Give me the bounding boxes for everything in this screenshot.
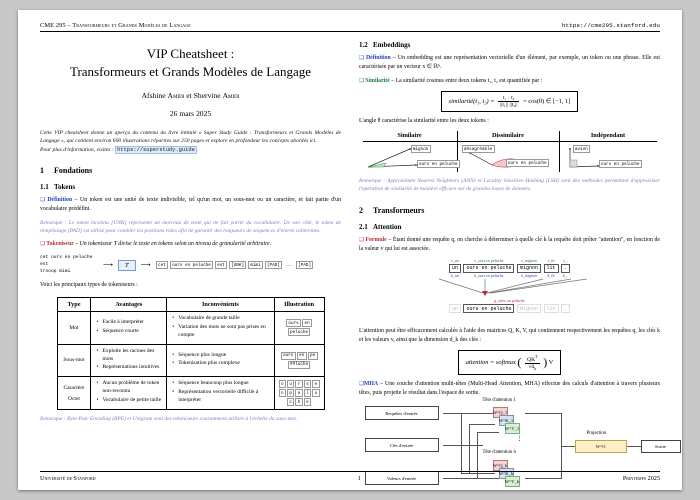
similarity-formula-denominator: ||t₁|| ||t₂|| — [500, 102, 518, 109]
panel-independent-label-b: ours en peluche — [599, 160, 642, 168]
table-header-row — [57, 297, 324, 311]
panel-similar-label-b: ours en peluche — [417, 160, 460, 168]
subsection-label-tokens: Tokens — [54, 183, 76, 192]
definition-marker-icon: ❑ — [359, 55, 364, 61]
key-label: k_mignon — [521, 273, 537, 279]
attention-formula-lhs: attention = softmax — [465, 358, 516, 366]
panel-dissimilar — [457, 142, 559, 173]
mha-vertical-dots: ⋮ — [516, 436, 523, 443]
attention-formula-fraction — [525, 354, 540, 371]
panel-header-similar: Similaire — [363, 131, 458, 142]
formula-marker-icon: ❑ — [359, 236, 364, 243]
tokens-definition-paragraph — [40, 196, 341, 214]
section-heading-transformers — [359, 206, 660, 215]
illustration-chip: en — [302, 319, 312, 327]
similarity-panels — [363, 131, 657, 172]
list-item: • Séquence plus longue — [178, 352, 269, 360]
blurb-more: Pour plus d'information, visitez : — [40, 146, 114, 153]
mha-wq-head1: W^Q_1 — [493, 407, 508, 418]
table-row — [57, 311, 324, 344]
blurb-period: . — [196, 146, 199, 153]
row-advantages-character — [91, 377, 167, 410]
attention-diagram — [359, 258, 660, 320]
tokens-definition-term: Définition — [47, 197, 73, 204]
column-header-type: Type — [57, 297, 91, 311]
tokenizer-input-line-1: cet ours en peluche est — [40, 255, 93, 268]
similarity-formula-fraction — [498, 95, 519, 108]
mha-wk-head1: W^K_1 — [499, 415, 514, 426]
attention-token: un — [449, 264, 461, 273]
row-type-subword: Sous-mot — [57, 344, 91, 377]
query-label: q_ours en peluche — [494, 298, 525, 304]
key-label: k_. — [563, 273, 568, 279]
list-item: • Facile à interpréter — [102, 319, 162, 327]
superstudy-link[interactable]: https://superstudy.guide — [117, 146, 195, 153]
illustration-chip: ##luche — [288, 361, 311, 369]
title-line-2: Transformeurs et Grands Modèles de Langage — [69, 63, 312, 79]
mha-head-h-label: Tête d'attention h — [482, 450, 516, 456]
authors-conjunction: et Shervine — [184, 91, 223, 101]
panel-independent — [559, 142, 657, 173]
angle-description: L'angle θ caractérise la similarité entre les deux tokens : — [359, 118, 489, 125]
panel-independent-label-a: avion — [573, 145, 591, 153]
left-column — [40, 41, 341, 445]
mha-wv-headh: W^V_h — [505, 476, 520, 487]
footer-term: Printemps 2025 — [622, 475, 660, 482]
attention-output-token: un — [449, 304, 461, 313]
arrow-right-icon-2: ⟶ — [140, 260, 151, 269]
attention-formula-numerator: $QK^T$ — [527, 353, 538, 363]
mha-body: – Une couche d'attention multi-têtes (Multi-Head Attention, MHA) effectue des calculs d'attention à travers plusieurs têtes, puis projette le résultat dans l'espace de sortie. — [359, 380, 660, 396]
list-item: • Vocabulaire de grande taille — [178, 315, 269, 323]
author-first-given: Afshine — [141, 91, 168, 101]
attention-token: lit — [544, 264, 559, 273]
subsection-number-embeddings: 1.2 — [359, 41, 368, 49]
illustration-chip: u — [287, 380, 294, 388]
page-title — [40, 45, 341, 80]
subsection-label-embeddings: Embeddings — [373, 41, 411, 49]
attention-formula-denominator: $√d_k$ — [528, 363, 537, 371]
panel-header-dissimilar: Dissimilaire — [457, 131, 559, 142]
token-chip: [UNK] — [229, 261, 247, 269]
mha-wk-headh: W^K_h — [499, 468, 514, 479]
similarity-formula-lhs: similarité(t₁, t₂) = — [448, 98, 495, 106]
authors — [40, 91, 341, 100]
paren-close: ) — [543, 354, 548, 369]
attention-output-token: . — [561, 304, 570, 313]
author-first-family: Amidi — [167, 91, 185, 101]
subsection-label-attention: Attention — [373, 222, 402, 231]
blurb-text: Cette VIP cheatsheet donne un aperçu du contenu du livre intitulé « Super Study Guide : Transformeurs et Grands Modèles de Langage », qui contient environ 600 illustrations réparties sur 250 pages et explore en profondeur les concepts abordés ici. — [40, 130, 341, 145]
list-item: • Représentations intuitives — [102, 364, 162, 372]
similarity-paragraph — [359, 77, 660, 86]
row-type-word: Mot — [57, 311, 91, 344]
tokens-remark-1: Remarque : Le token inconnu [UNK] représente un morceau de texte qui ne fait partie du vocabulaire. De son côté, le token de remplissage [PAD] est utilisé pour combler les positions vides afin de garantir des longueurs de séquences d'entrée cohérentes. — [40, 219, 341, 235]
row-drawbacks-subword — [167, 344, 274, 377]
illustration-chip: r — [295, 380, 302, 388]
row-advantages-subword — [91, 344, 167, 377]
intro-blurb — [40, 129, 341, 154]
author-second-family: Amidi — [222, 91, 240, 101]
attention-token-col — [517, 258, 541, 278]
token-chip-ellipsis: ... — [285, 262, 293, 268]
tokenizer-definition-paragraph — [40, 240, 341, 249]
embedding-definition-term: Définition — [365, 55, 391, 61]
illustration-chip: h — [295, 398, 302, 406]
running-head-left: CME 295 – Transformeurs et Grands Modèles de Langage — [40, 22, 191, 29]
section-number-transformers: 2 — [359, 205, 363, 215]
attention-token-col — [449, 258, 461, 278]
attention-arrows-svg — [365, 278, 655, 298]
illustration-chip: en — [297, 352, 307, 360]
similarity-term: Similarité — [365, 77, 390, 84]
value-label: v_. — [563, 258, 568, 264]
value-label: v_un — [451, 258, 459, 264]
subsection-number-attention: 2.1 — [359, 222, 368, 231]
panel-header-independent: Indépendant — [559, 131, 657, 142]
mha-marker-icon: ❑ — [359, 380, 364, 387]
illustration-chip: l — [304, 389, 311, 397]
section-heading-foundations — [40, 166, 341, 175]
illustration-chip: n — [279, 389, 286, 397]
tokens-remark-2: Remarque : Byte-Pair Encoding (BPE) et Unigram sont des tokeniseurs couramment utilisés à l'échelle du sous-mot. — [40, 416, 298, 423]
tokenizer-marker-icon: ❑ — [40, 241, 45, 248]
list-item: • Tokenisation plus complexe — [178, 360, 269, 368]
mha-term: MHA — [363, 380, 379, 387]
mha-head-1-label: Tête d'attention 1 — [482, 398, 516, 404]
row-advantages-word — [91, 311, 167, 344]
definition-marker-icon: ❑ — [40, 197, 45, 204]
mha-wq-headh: W^Q_h — [493, 460, 508, 471]
subsection-heading-embeddings — [359, 41, 660, 49]
similarity-panel-headers — [363, 131, 657, 142]
illustration-chip: u — [312, 389, 319, 397]
table-row — [57, 377, 324, 410]
tokens-definition-body: – Un token est une unité de texte indivisible, tel qu'un mot, un sous-mot ou un caractère, et fait partie d'un vocabulaire prédéfini. — [40, 197, 341, 213]
illustration-chip: peluche — [288, 328, 311, 336]
row-illustration-character — [274, 377, 324, 410]
mha-projection-box: W^O — [575, 440, 627, 453]
list-item: • Aucun problème de token non-reconnu — [102, 380, 162, 396]
key-label: k_ours en peluche — [474, 273, 504, 279]
row-illustration-word — [274, 311, 324, 344]
illustration-chip: e — [304, 398, 311, 406]
publication-date: 26 mars 2025 — [169, 109, 212, 119]
list-item: • Variation des mots ne sont pas prises en compte — [178, 324, 269, 340]
tokenizer-box: T — [118, 260, 136, 271]
list-item: • Séquence beaucoup plus longue — [178, 380, 269, 388]
tokenizer-input-line-2: trooop mimi — [40, 268, 71, 274]
illustration-chip: o — [279, 380, 286, 388]
arrow-right-icon-1: ⟶ — [103, 260, 114, 269]
illustration-chip: ours — [286, 319, 301, 327]
tokenizer-input-text — [40, 255, 98, 276]
panel-similar-label-a: mignon — [411, 145, 431, 153]
similarity-panel-figures — [363, 142, 657, 173]
illustration-chip: e — [312, 380, 319, 388]
mha-paragraph — [359, 380, 660, 398]
row-illustration-subword — [274, 344, 324, 377]
subsection-number-tokens: 1.1 — [40, 183, 49, 192]
mha-projection-label: Projection — [586, 431, 607, 437]
mha-input-values: Valeurs d'entrée — [365, 471, 439, 485]
subsection-heading-tokens — [40, 183, 341, 191]
token-chip: [PAD] — [265, 261, 283, 269]
illustration-chip: s — [304, 380, 311, 388]
attention-formula-paragraph — [359, 236, 660, 254]
token-chip: mimi — [248, 261, 263, 269]
token-chip: est — [215, 261, 228, 269]
row-drawbacks-character — [167, 377, 274, 410]
embedding-definition-paragraph — [359, 54, 660, 72]
attention-token-col — [544, 258, 559, 278]
panel-dissimilar-label-a: désagréable — [462, 145, 495, 153]
column-header-illustration: Illustration — [274, 297, 324, 311]
attention-output-token: lit — [544, 304, 559, 313]
similarity-formula-wrapper — [359, 90, 660, 112]
mha-input-keys: Clés d'entrée — [365, 438, 439, 452]
list-item: • Exploite les racines des mots — [102, 348, 162, 364]
attention-token: mignon — [517, 264, 541, 273]
footer-institution: Université de Stanford — [40, 475, 96, 482]
similarity-formula — [441, 91, 579, 112]
token-chip: [PAD] — [296, 261, 314, 269]
section-label-foundations: Fondations — [54, 166, 93, 176]
list-item: • Séquence courte — [102, 328, 162, 336]
mha-output-box: Sortie — [641, 440, 681, 453]
similarity-body: – La similarité cosinus entre deux tokens t₁, t₂ est quantifiée par : — [391, 77, 543, 84]
illustration-chip: p — [287, 389, 294, 397]
row-drawbacks-word — [167, 311, 274, 344]
page-footer — [40, 471, 660, 482]
table-row — [57, 344, 324, 377]
tokenizer-types-table — [57, 297, 325, 411]
illustration-chip: c — [287, 398, 294, 406]
attention-token: . — [561, 264, 570, 273]
embedding-definition-body: – Un embedding est une représentation vectorielle d'un élément, par exemple, un token ou une phrase. Elle est caractérisée par un vecteur x ∈ ℝⁿ. — [359, 55, 660, 70]
panel-dissimilar-label-b: ours en peluche — [506, 159, 549, 167]
embeddings-remark: Remarque : Approximate Nearest Neighbors (ANN) et Locality Sensitive Hashing (LSH) sont des méthodes permettant d'approximer l'opération de similarité de manière efficace sur de grandes bases de données. — [359, 178, 660, 193]
illustration-chip: ours — [281, 352, 296, 360]
value-label: v_ours en peluche — [474, 258, 504, 264]
footer-page-number: 1 — [357, 475, 361, 482]
similarity-formula-rhs: = cos(θ) ∈ [−1, 1] — [523, 98, 571, 106]
row-type-byte: Octet — [68, 395, 80, 402]
running-head — [40, 22, 660, 32]
token-chip: cet — [156, 261, 169, 269]
tokenizer-output-chips — [156, 261, 314, 269]
attention-formula-body: – Étant donné une requête q, on cherche à déterminer à quelle clé k la requête doit prêter "attention", en fonction de la valeur v qui lui est associée. — [359, 236, 661, 252]
row-type-character-byte — [57, 377, 91, 410]
document-page — [18, 10, 682, 490]
mha-input-queries: Requêtes d'entrée — [365, 406, 439, 420]
value-label: v_mignon — [521, 258, 537, 264]
attention-formula-wrapper — [359, 350, 660, 375]
token-chip: ours en peluche — [170, 261, 213, 269]
section-number-foundations: 1 — [40, 166, 44, 176]
row-type-character: Caractère — [63, 384, 85, 391]
illustration-chip: e — [295, 389, 302, 397]
column-header-advantages: Avantages — [91, 297, 167, 311]
key-label: k_un — [451, 273, 459, 279]
tokenizer-term: Tokeniseur — [46, 241, 74, 248]
column-header-drawbacks: Inconvénients — [167, 297, 274, 311]
mha-wv-head1: W^V_1 — [505, 423, 520, 434]
running-head-url[interactable]: https://cme295.stanford.edu — [561, 22, 660, 29]
attention-formula — [458, 350, 562, 375]
attention-matrices-text: L'attention peut être efficacement calculée à l'aide des matrices Q, K, V, qui contiennent respectivement les requêtes q, les clés k et les valeurs v, ainsi que la dimension d_k des clés : — [359, 328, 660, 344]
tokenizer-diagram — [40, 255, 341, 276]
attention-formula-rhs: V — [548, 358, 554, 366]
attention-output-row — [359, 304, 660, 313]
similarity-marker-icon: ❑ — [359, 77, 364, 84]
paren-open: ( — [517, 354, 522, 369]
section-label-transformers: Transformeurs — [373, 205, 425, 215]
key-label: k_lit — [547, 273, 555, 279]
attention-token: ours en peluche — [463, 264, 514, 273]
attention-token-row — [359, 258, 660, 278]
panel-similar — [363, 142, 458, 173]
list-item: • Représentation vectorielle difficile à interpréter — [178, 389, 269, 405]
illustration-chip: pe — [308, 352, 318, 360]
tokenizer-body: – Un tokeniseur T divise le texte en tokens selon un niveau de granularité arbitraire. — [75, 241, 272, 248]
title-line-1: VIP Cheatsheet : — [146, 46, 235, 61]
attention-formula-term: Formule — [365, 236, 387, 243]
attention-output-token: mignon — [517, 304, 541, 313]
attention-token-col — [561, 258, 570, 278]
similarity-formula-numerator: t₁ · t₂ — [498, 95, 519, 102]
attention-output-token: ours en peluche — [463, 304, 514, 313]
list-item: • Vocabulaire de petite taille — [102, 397, 162, 405]
value-label: v_lit — [547, 258, 555, 264]
table-intro-text: Voici les principaux types de tokeniseurs : — [40, 281, 138, 288]
subsection-heading-attention — [359, 223, 660, 231]
attention-token-col — [463, 258, 514, 278]
